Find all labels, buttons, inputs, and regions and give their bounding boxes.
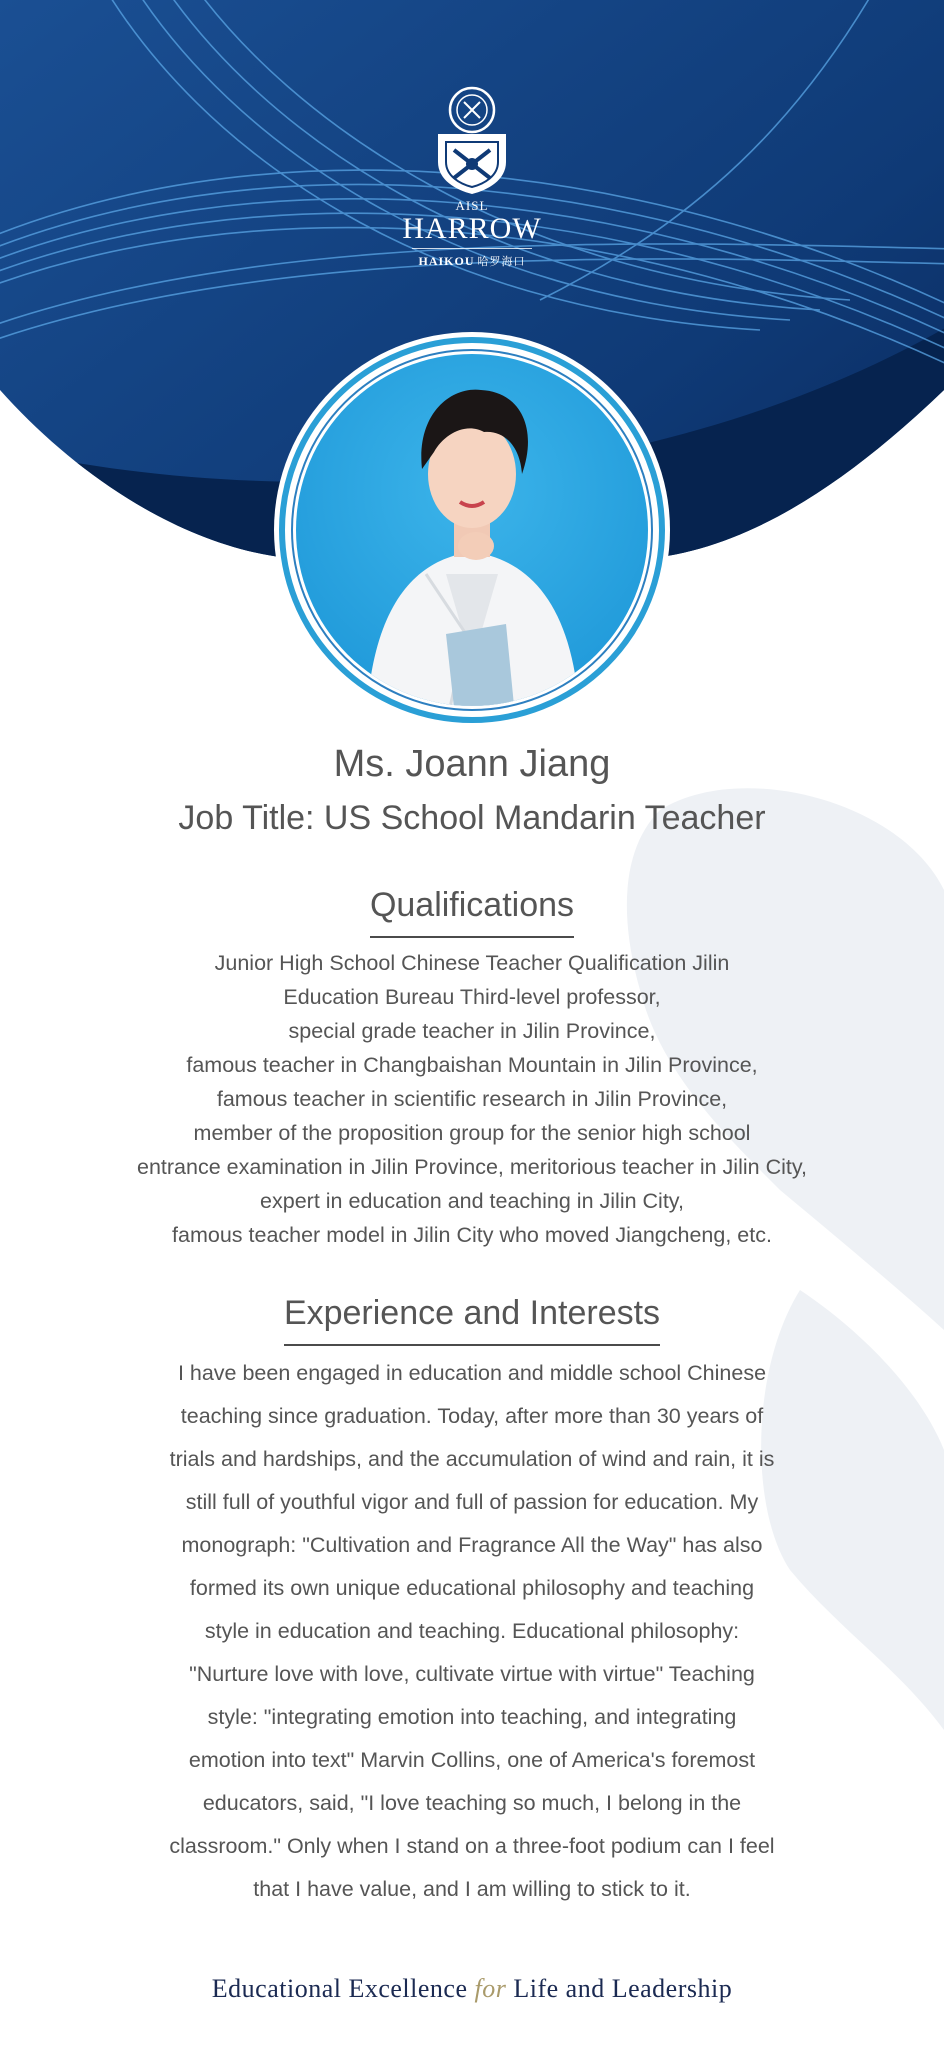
qualification-line: famous teacher model in Jilin City who moved Jiangcheng, etc.: [172, 1223, 772, 1247]
qualification-line: famous teacher in scientific research in Jilin Province,: [216, 1087, 728, 1111]
school-logo: [0, 80, 944, 269]
brand-harrow: HARROW: [402, 212, 542, 245]
qualifications-heading: Qualifications: [370, 884, 574, 938]
profile-content: [0, 740, 944, 1911]
experience-line: monograph: "Cultivation and Fragrance All the Way" has also: [181, 1533, 763, 1557]
qualification-line: expert in education and teaching in Jilin City,: [260, 1189, 684, 1213]
experience-line: that I have value, and I am willing to stick to it.: [253, 1877, 691, 1901]
experience-line: educators, said, "I love teaching so much, I belong in the: [202, 1791, 742, 1815]
brand-haikou-en: HAIKOU: [418, 254, 475, 268]
experience-line: I have been engaged in education and middle school Chinese: [177, 1361, 767, 1385]
experience-line: still full of youthful vigor and full of passion for education. My: [185, 1490, 759, 1514]
qualification-line: Junior High School Chinese Teacher Qualification Jilin: [214, 951, 730, 975]
brand-haikou-cn: 哈罗海口: [477, 256, 526, 268]
experience-line: emotion into text" Marvin Collins, one of America's foremost: [188, 1748, 756, 1772]
qualification-line: famous teacher in Changbaishan Mountain in Jilin Province,: [186, 1053, 758, 1077]
experience-line: style in education and teaching. Educational philosophy:: [204, 1619, 740, 1643]
qualification-line: Education Bureau Third-level professor,: [283, 985, 661, 1009]
experience-line: "Nurture love with love, cultivate virtue with virtue" Teaching: [189, 1662, 755, 1686]
school-crest-icon: [424, 80, 520, 196]
experience-text: [102, 1352, 842, 1911]
brand-haikou: [0, 253, 944, 269]
tagline-part3: Life and Leadership: [513, 1974, 733, 2003]
experience-heading: Experience and Interests: [284, 1292, 660, 1346]
experience-line: teaching since graduation. Today, after more than 30 years of: [180, 1404, 764, 1428]
qualifications-text: [72, 946, 872, 1252]
job-title: Job Title: US School Mandarin Teacher: [178, 799, 766, 837]
teacher-photo: [276, 334, 668, 726]
qualification-line: entrance examination in Jilin Province, meritorious teacher in Jilin City,: [137, 1155, 807, 1179]
qualification-line: special grade teacher in Jilin Province,: [288, 1019, 656, 1043]
experience-line: classroom." Only when I stand on a three-foot podium can I feel: [169, 1834, 775, 1858]
footer-tagline: [0, 1974, 944, 2004]
brand-aisl: AISL: [455, 198, 489, 213]
experience-line: trials and hardships, and the accumulation of wind and rain, it is: [169, 1447, 775, 1471]
tagline-part1: Educational Excellence: [211, 1974, 468, 2003]
brand-divider: [412, 248, 532, 249]
tagline-for: for: [474, 1974, 507, 2003]
experience-line: formed its own unique educational philosophy and teaching: [189, 1576, 755, 1600]
qualification-line: member of the proposition group for the senior high school: [193, 1121, 751, 1145]
teacher-name: Ms. Joann Jiang: [333, 743, 611, 785]
experience-line: style: "integrating emotion into teaching, and integrating: [207, 1705, 737, 1729]
